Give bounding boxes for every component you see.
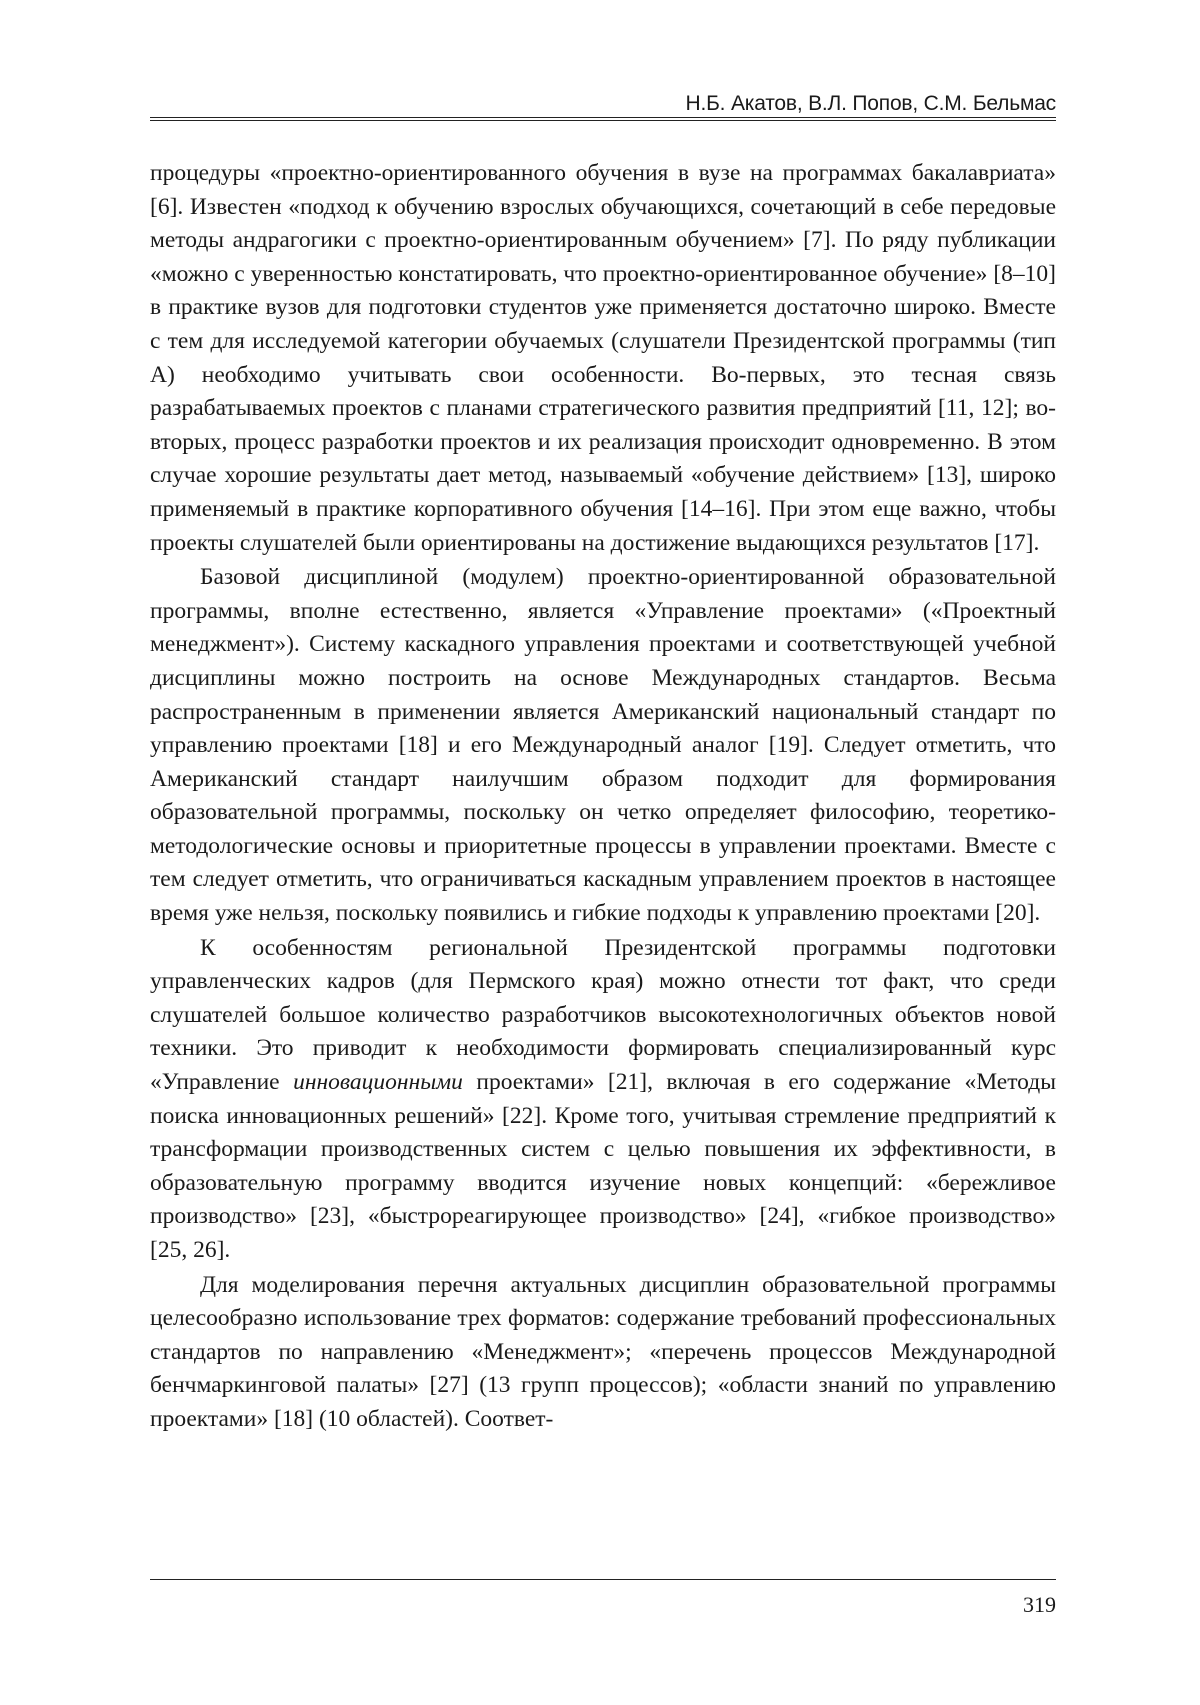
paragraph-1-text: процедуры «проектно-ориентированного обучения в вузе на программах бакалавриата» [6]. Известен «подход к обучению взрослых обучающихся, сочетающий в себе передовые методы андрагогики с проектно-ориентированным обучением» [7]. По ряду публикации «можно с уверенностью констатировать, что проектно-ориентированное обучение» [8–10] в практике вузов для подготовки студентов уже применяется достаточно широко. Вместе с тем для исследуемой категории обучаемых (слушатели Президентской программы (тип А) необходимо учитывать свои особенности. Во-первых, это тесная связь разрабатываемых проектов с планами стратегического развития предприятий [11, 12]; во-вторых, процесс разработки проектов и их реализация происходит одновременно. В этом случае хорошие результаты дает метод, называемый «обучение действием» [13], широко применяемый в практике корпоративного обучения [14–16]. При этом еще важно, чтобы проекты слушателей были ориентированы на достижение выдающихся результатов [17]. bbox=[150, 160, 1056, 556]
page-number: 319 bbox=[1023, 1592, 1056, 1617]
paragraph-3-text-start: К особенностям региональной Президентской программы подготовки управленческих кадров (для Пермского края) можно отнести тот факт, что среди слушателей большое количество разработчиков высокотехнологичных объектов новой техники. Это приводит к необходимости формировать специализированный курс «Управление bbox=[150, 934, 1056, 1096]
running-header-authors: Н.Б. Акатов, В.Л. Попов, С.М. Бельмас bbox=[685, 92, 1056, 115]
paragraph-4-text: Для моделирования перечня актуальных дисциплин образовательной программы целесообразно использование трех форматов: содержание требований профессиональных стандартов по направлению «Менеджмент»; «перечень процессов Международной бенчмаркинговой палаты» [27] (13 групп процессов); «области знаний по управлению проектами» [18] (10 областей). Соответ- bbox=[150, 1271, 1056, 1432]
paragraph-2-text: Базовой дисциплиной (модулем) проектно-ориентированной образовательной программы, вполне естественно, является «Управление проектами» («Проектный менеджмент»). Систему каскадного управления проектами и соответствующей учебной дисциплины можно построить на основе Международных стандартов. Весьма распространенным в применении является Американский национальный стандарт по управлению проектами [18] и его Международный аналог [19]. Следует отметить, что Американский стандарт наилучшим образом подходит для формирования образовательной программы, поскольку он четко определяет философию, теоретико-методологические основы и приоритетные процессы в управлении проектами. Вместе с тем следует отметить, что ограничиваться каскадным управлением проектов в настоящее время уже нельзя, поскольку появились и гибкие подходы к управлению проектами [20]. bbox=[150, 564, 1056, 927]
paragraph-4 bbox=[150, 1269, 1056, 1437]
page bbox=[150, 0, 1056, 1705]
paragraph-3-text-end: проектами» [21], включая в его содержание «Методы поиска инновационных решений» [22]. Кроме того, учитывая стремление предприятий к трансформации производственных систем с целью повышения их эффективности, в образовательную программу вводится изучение новых концепций: «бережливое производство» [23], «быстрореагирующее производство» [24], «гибкое производство» [25, 26]. bbox=[150, 1069, 1056, 1263]
header-double-rule bbox=[150, 117, 1056, 121]
paragraph-1 bbox=[150, 157, 1056, 560]
footer-rule bbox=[150, 1579, 1056, 1580]
paragraph-3 bbox=[150, 932, 1056, 1268]
paragraph-2 bbox=[150, 561, 1056, 931]
paragraph-3-italic-term: инновационными bbox=[293, 1069, 463, 1096]
body-text bbox=[150, 157, 1056, 1437]
